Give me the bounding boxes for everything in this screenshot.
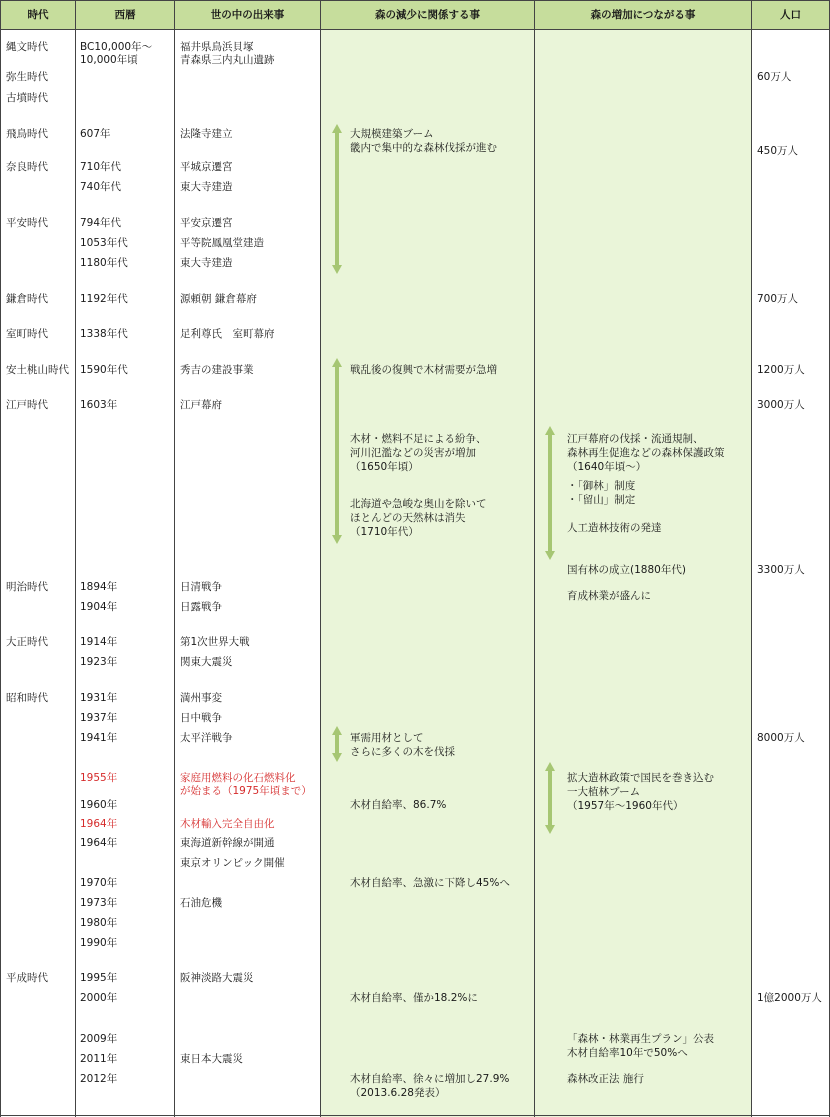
- year-cell: 1914年: [80, 636, 118, 648]
- event-cell: 家庭用燃料の化石燃料化: [180, 772, 296, 784]
- decrease-note: 大規模建築ブーム: [350, 128, 434, 140]
- year-cell: 1192年代: [80, 293, 128, 305]
- event-cell: 平安京遷宮: [180, 217, 233, 229]
- year-cell: 607年: [80, 128, 111, 140]
- decrease-note: 木材自給率、徐々に増加し27.9%: [350, 1073, 510, 1085]
- increase-note: 江戸幕府の伐採・流通規制、: [567, 433, 704, 445]
- double-arrow-icon: [545, 426, 555, 560]
- double-arrow-icon: [332, 124, 342, 274]
- decrease-note: （1650年頃）: [350, 461, 419, 473]
- decrease-note: （2013.6.28発表）: [350, 1087, 446, 1099]
- table-bottom-border: [0, 1115, 830, 1116]
- double-arrow-icon: [332, 358, 342, 544]
- year-cell: 1973年: [80, 897, 118, 909]
- era-label: 縄文時代: [6, 41, 48, 53]
- decrease-note: 戦乱後の復興で木材需要が急増: [350, 364, 497, 376]
- year-cell: BC10,000年〜: [80, 41, 153, 53]
- era-label: 大正時代: [6, 636, 48, 648]
- increase-note: （1957年〜1960年代）: [567, 800, 684, 812]
- event-cell: が始まる（1975年頃まで）: [180, 785, 312, 797]
- column-decrease: [321, 0, 535, 1117]
- column-increase: [535, 0, 752, 1117]
- event-cell: 秀吉の建設事業: [180, 364, 254, 376]
- decrease-note: さらに多くの木を伐採: [350, 746, 455, 758]
- event-cell: 第1次世界大戦: [180, 636, 250, 648]
- year-cell: 2000年: [80, 992, 118, 1004]
- year-cell: 1941年: [80, 732, 118, 744]
- year-cell: 1053年代: [80, 237, 128, 249]
- event-cell: 満州事変: [180, 692, 222, 704]
- event-cell: 福井県鳥浜貝塚: [180, 41, 254, 53]
- decrease-note: ほとんどの天然林は消失: [350, 512, 466, 524]
- decrease-note: 北海道や急峻な奥山を除いて: [350, 498, 487, 510]
- increase-note: 森林改正法 施行: [567, 1073, 644, 1085]
- event-cell: 法隆寺建立: [180, 128, 233, 140]
- event-cell: 阪神淡路大震災: [180, 972, 254, 984]
- era-label: 江戸時代: [6, 399, 48, 411]
- event-cell: 関東大震災: [180, 656, 233, 668]
- population-cell: 1億2000万人: [757, 992, 822, 1004]
- event-cell: 東海道新幹線が開通: [180, 837, 275, 849]
- double-arrow-icon: [332, 726, 342, 762]
- year-cell: 1603年: [80, 399, 118, 411]
- event-cell: 東大寺建造: [180, 181, 233, 193]
- year-cell: 1923年: [80, 656, 118, 668]
- event-cell: 東日本大震災: [180, 1053, 243, 1065]
- population-cell: 3000万人: [757, 399, 805, 411]
- year-cell: 1990年: [80, 937, 118, 949]
- decrease-note: 軍需用材として: [350, 732, 424, 744]
- year-cell: 10,000年頃: [80, 54, 138, 66]
- header-era: 時代: [0, 1, 76, 30]
- event-cell: 江戸幕府: [180, 399, 222, 411]
- year-cell: 1964年: [80, 837, 118, 849]
- event-cell: 太平洋戦争: [180, 732, 233, 744]
- event-cell: 足利尊氏 室町幕府: [180, 328, 275, 340]
- increase-note: 育成林業が盛んに: [567, 590, 651, 602]
- year-cell: 2011年: [80, 1053, 118, 1065]
- year-cell: 710年代: [80, 161, 122, 173]
- event-cell: 東京オリンピック開催: [180, 857, 285, 869]
- year-cell: 1937年: [80, 712, 118, 724]
- event-cell: 青森県三内丸山遺跡: [180, 54, 275, 66]
- event-cell: 石油危機: [180, 897, 222, 909]
- era-label: 室町時代: [6, 328, 48, 340]
- population-cell: 700万人: [757, 293, 799, 305]
- increase-note: 人工造林技術の発達: [567, 522, 662, 534]
- year-cell: 1904年: [80, 601, 118, 613]
- year-cell: 1180年代: [80, 257, 128, 269]
- event-cell: 日露戦争: [180, 601, 222, 613]
- year-cell: 1980年: [80, 917, 118, 929]
- year-cell: 2009年: [80, 1033, 118, 1045]
- population-cell: 450万人: [757, 145, 799, 157]
- decrease-note: 畿内で集中的な森林伐採が進む: [350, 142, 497, 154]
- decrease-note: 木材自給率、急激に下降し45%へ: [350, 877, 510, 889]
- era-label: 平成時代: [6, 972, 48, 984]
- year-cell: 740年代: [80, 181, 122, 193]
- increase-note: 国有林の成立(1880年代): [567, 564, 686, 576]
- event-cell: 平城京遷宮: [180, 161, 233, 173]
- year-cell: 1338年代: [80, 328, 128, 340]
- event-cell: 平等院鳳凰堂建造: [180, 237, 264, 249]
- year-cell: 2012年: [80, 1073, 118, 1085]
- increase-note: 「森林・林業再生プラン」公表: [567, 1033, 714, 1045]
- decrease-note: （1710年代）: [350, 526, 419, 538]
- era-label: 鎌倉時代: [6, 293, 48, 305]
- era-label: 昭和時代: [6, 692, 48, 704]
- population-cell: 3300万人: [757, 564, 805, 576]
- column-population: [752, 0, 830, 1117]
- era-label: 古墳時代: [6, 92, 48, 104]
- year-cell: 1970年: [80, 877, 118, 889]
- decrease-note: 木材・燃料不足による紛争、: [350, 433, 487, 445]
- header-events: 世の中の出来事: [175, 1, 321, 30]
- decrease-note: 河川氾濫などの災害が増加: [350, 447, 476, 459]
- era-label: 奈良時代: [6, 161, 48, 173]
- increase-note: 一大植林ブーム: [567, 786, 641, 798]
- era-label: 明治時代: [6, 581, 48, 593]
- population-cell: 8000万人: [757, 732, 805, 744]
- table-header: [0, 0, 830, 30]
- era-label: 飛鳥時代: [6, 128, 48, 140]
- event-cell: 源頼朝 鎌倉幕府: [180, 293, 257, 305]
- header-population: 人口: [752, 1, 830, 30]
- era-label: 平安時代: [6, 217, 48, 229]
- header-increase: 森の増加につながる事: [535, 1, 752, 30]
- double-arrow-icon: [545, 762, 555, 834]
- event-cell: 日清戦争: [180, 581, 222, 593]
- event-cell: 木材輸入完全自由化: [180, 818, 275, 830]
- increase-note: 拡大造林政策で国民を巻き込む: [567, 772, 714, 784]
- decrease-note: 木材自給率、86.7%: [350, 799, 447, 811]
- year-cell: 1590年代: [80, 364, 128, 376]
- year-cell: 1894年: [80, 581, 118, 593]
- year-cell: 1995年: [80, 972, 118, 984]
- event-cell: 日中戦争: [180, 712, 222, 724]
- year-cell: 1964年: [80, 818, 118, 830]
- era-label: 弥生時代: [6, 71, 48, 83]
- increase-note: 森林再生促進などの森林保護政策: [567, 447, 725, 459]
- population-cell: 60万人: [757, 71, 792, 83]
- era-label: 安土桃山時代: [6, 364, 69, 376]
- event-cell: 東大寺建造: [180, 257, 233, 269]
- increase-note: ・「御林」制度: [567, 480, 636, 492]
- header-year: 西暦: [76, 1, 175, 30]
- population-cell: 1200万人: [757, 364, 805, 376]
- increase-note: ・「留山」制定: [567, 494, 636, 506]
- increase-note: （1640年頃〜）: [567, 461, 647, 473]
- year-cell: 1931年: [80, 692, 118, 704]
- header-decrease: 森の減少に関係する事: [321, 1, 535, 30]
- year-cell: 794年代: [80, 217, 122, 229]
- increase-note: 木材自給率10年で50%へ: [567, 1047, 688, 1059]
- year-cell: 1960年: [80, 799, 118, 811]
- decrease-note: 木材自給率、僅か18.2%に: [350, 992, 478, 1004]
- year-cell: 1955年: [80, 772, 118, 784]
